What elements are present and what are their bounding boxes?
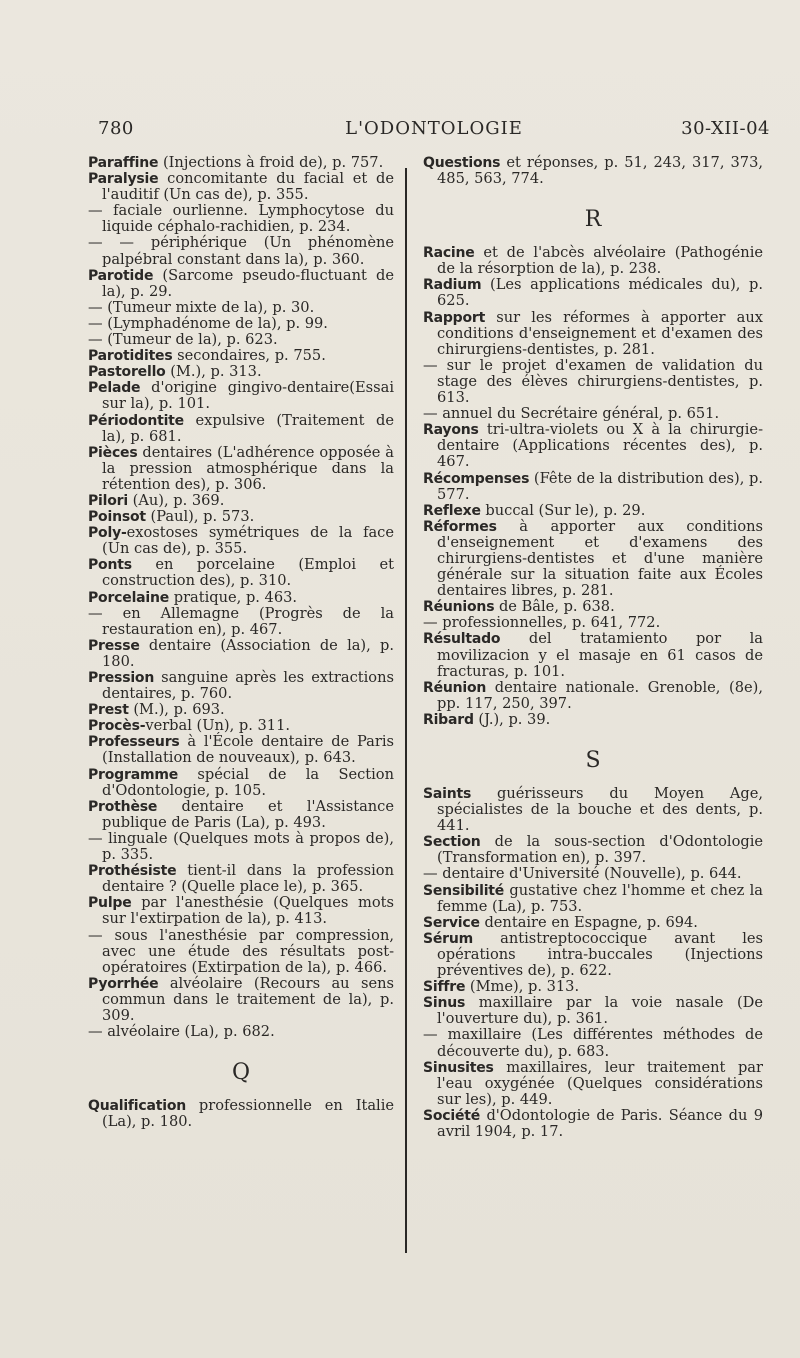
entry-headword: Société (423, 1107, 481, 1124)
index-entry (88, 670, 394, 702)
entry-text: de Bâle, p. 638. (494, 598, 615, 616)
entry-text: secondaires, p. 755. (172, 347, 326, 365)
section-letter: S (585, 748, 601, 773)
index-entry (88, 928, 394, 976)
index-entry (423, 599, 763, 615)
index-entry (423, 995, 763, 1027)
entry-text: — maxillaire (Les différentes méthodes de découverte du), p. 683. (423, 1026, 763, 1060)
entry-text: exostoses symétriques de la face (Un cas de), p. 355. (102, 524, 394, 558)
entry-headword: Pastorello (88, 364, 166, 381)
entry-text: et réponses, p. 51, 243, 317, 373, 485, 563, 774. (437, 154, 763, 188)
index-entry (88, 364, 394, 380)
entry-headword: Porcelaine (88, 589, 170, 606)
index-entry (423, 503, 763, 519)
index-entry (423, 866, 763, 882)
index-entry (423, 1060, 763, 1108)
column-divider (405, 168, 407, 1253)
entry-text: (Sarcome pseudo-fluctuant de la), p. 29. (102, 266, 394, 300)
index-column-left (88, 155, 394, 1130)
index-entry (423, 310, 763, 358)
entry-text: antistreptococcique avant les opérations intra-buccales (Injections préventives de), p. 622. (437, 929, 763, 980)
entry-headword: Professeurs (88, 734, 180, 751)
entry-text: à apporter aux conditions d'enseignement et d'examens des chirurgiens-dentistes et d'une manière générale sur la situation faite aux Écoles dentaires libres, p. 281. (437, 517, 763, 600)
entry-text: tri-ultra-violets ou X à la chirurgie-dentaire (Applications récentes des), p. 467. (437, 421, 763, 471)
index-entry (88, 718, 394, 734)
entry-headword: Prothésiste (88, 863, 177, 880)
entry-text: d'Odontologie de Paris. Séance du 9 avril 1904, p. 17. (437, 1106, 763, 1140)
index-entry (88, 413, 394, 445)
entry-text: gustative chez l'homme et chez la femme (La), p. 753. (437, 881, 763, 915)
entry-headword: Sinus (423, 995, 466, 1012)
index-entry (423, 422, 763, 470)
index-entry (88, 203, 394, 235)
entry-headword: Rapport (423, 309, 486, 326)
entry-text: — (Lymphadénome de la), p. 99. (88, 314, 328, 332)
index-entry (423, 406, 763, 422)
entry-text: à l'École dentaire de Paris (Installation de nouveaux), p. 643. (102, 733, 394, 767)
entry-headword: Prothèse (88, 798, 158, 815)
entry-headword: Pulpe (88, 895, 132, 912)
index-entry (88, 831, 394, 863)
entry-text: expulsive (Traitement de la), p. 681. (102, 411, 394, 445)
entry-headword: Pyorrhée (88, 975, 159, 992)
entry-headword: Périodontite (88, 412, 184, 429)
index-entry (423, 680, 763, 712)
index-entry (88, 300, 394, 316)
index-entry (423, 1027, 763, 1059)
entry-text: (Paul), p. 573. (145, 508, 255, 526)
entry-headword: Sensibilité (423, 882, 505, 899)
index-entry (88, 734, 394, 766)
entry-text: maxillaires, leur traitement par l'eau oxygénée (Quelques considérations sur les), p. 449. (437, 1058, 763, 1108)
running-header (98, 118, 770, 148)
entry-headword: Rayons (423, 422, 479, 439)
entry-text: — en Allemagne (Progrès de la restauration en), p. 467. (88, 604, 394, 638)
entry-text: guérisseurs du Moyen Age, spécialistes de la bouche et des dents, p. 441. (437, 785, 763, 835)
entry-headword: Pelade (88, 380, 141, 397)
entry-text: dentaire nationale. Grenoble, (8e), pp. 117, 250, 397. (437, 678, 763, 712)
entry-text: d'origine gingivo-dentaire(Essai sur la), p. 101. (102, 379, 394, 413)
entry-headword: Réformes (423, 518, 497, 535)
entry-headword: Radium (423, 277, 482, 294)
entry-headword: Section (423, 834, 481, 851)
entry-text: maxillaire par la voie nasale (De l'ouverture du), p. 361. (437, 994, 763, 1028)
entry-text: (Au), p. 369. (127, 491, 225, 509)
entry-headword: Sérum (423, 930, 474, 947)
index-entry (88, 895, 394, 927)
entry-headword: Sinusites (423, 1059, 494, 1076)
entry-text: (Mme), p. 313. (465, 978, 580, 996)
index-entry (423, 834, 763, 866)
entry-text: dentaire et l'Assistance publique de Paris (La), p. 493. (102, 797, 394, 831)
entry-text: — — périphérique (Un phénomène palpébral constant dans la), p. 360. (88, 234, 394, 268)
entry-text: professionnelle en Italie (La), p. 180. (102, 1097, 394, 1131)
index-entry (88, 557, 394, 589)
entry-headword: Reflexe (423, 502, 481, 519)
entry-text: par l'anesthésie (Quelques mots sur l'extirpation de la), p. 413. (102, 894, 394, 928)
entry-headword: Programme (88, 766, 179, 783)
entry-text: — annuel du Secrétaire général, p. 651. (423, 405, 720, 423)
index-entry (88, 976, 394, 1024)
section-letter: R (584, 207, 602, 233)
entry-headword: Poly- (88, 525, 127, 542)
entry-text: de la sous-section d'Odontologie (Transformation en), p. 397. (437, 833, 763, 867)
entry-text: alvéolaire (Recours au sens commun dans le traitement de la), p. 309. (102, 974, 394, 1024)
entry-text: pratique, p. 463. (169, 588, 298, 606)
index-entry (423, 245, 763, 277)
index-entry (423, 519, 763, 599)
entry-text: — linguale (Quelques mots à propos de), p. 335. (88, 829, 394, 864)
entry-headword: Parotidites (88, 348, 173, 365)
entry-headword: Poinsot (88, 509, 146, 526)
index-entry (88, 155, 394, 171)
entry-headword: Ribard (423, 711, 474, 728)
index-entry (423, 979, 763, 995)
entry-headword: Presse (88, 637, 140, 654)
entry-text: del tratamiento por la movilizacion y el masaje en 61 casos de fracturas, p. 101. (437, 630, 763, 680)
entry-text: verbal (Un), p. 311. (145, 717, 291, 735)
entry-text: et de l'abcès alvéolaire (Pathogénie de la résorption de la), p. 238. (437, 244, 763, 278)
index-entry (88, 638, 394, 670)
entry-headword: Récompenses (423, 470, 530, 487)
entry-text: sur les réformes à apporter aux conditions d'enseignement et d'examen des chirurgiens-dentistes, p. 281. (437, 308, 763, 358)
entry-text: — professionnelles, p. 641, 772. (423, 614, 661, 632)
index-entry (88, 171, 394, 203)
entry-text: — (Tumeur de la), p. 623. (88, 331, 278, 349)
entry-headword: Pilori (88, 492, 128, 509)
entry-headword: Siffre (423, 979, 466, 996)
index-entry (88, 606, 394, 638)
entry-headword: Qualification (88, 1098, 187, 1115)
entry-text: concomitante du facial et de l'auditif (Un cas de), p. 355. (102, 170, 394, 204)
entry-headword: Parotide (88, 267, 154, 284)
page-number: 780 (98, 118, 134, 139)
entry-headword: Prest (88, 702, 129, 719)
entry-headword: Procès- (88, 718, 146, 735)
entry-headword: Réunion (423, 679, 487, 696)
index-entry (88, 445, 394, 493)
index-entry (88, 1098, 394, 1130)
entry-text: sanguine après les extractions dentaires, p. 760. (102, 669, 394, 703)
entry-headword: Saints (423, 786, 472, 802)
entry-text: tient-il dans la profession dentaire ? (Quelle place le), p. 365. (102, 862, 394, 896)
index-entry (423, 277, 763, 309)
index-entry (88, 799, 394, 831)
entry-headword: Résultado (423, 631, 501, 648)
entry-headword: Paralysie (88, 171, 159, 188)
index-entry (423, 155, 763, 187)
index-entry (88, 863, 394, 895)
journal-title: L'ODONTOLOGIE (345, 118, 523, 139)
entry-text: — faciale ourlienne. Lymphocytose du liquide céphalo-rachidien, p. 234. (88, 202, 394, 236)
index-entry (88, 380, 394, 412)
index-entry (423, 471, 763, 503)
entry-headword: Racine (423, 245, 475, 262)
index-entry (88, 702, 394, 718)
index-entry (88, 332, 394, 348)
entry-text: (Les applications médicales du), p. 625. (437, 276, 763, 310)
entry-headword: Paraffine (88, 155, 159, 171)
entry-text: dentaire en Espagne, p. 694. (479, 913, 698, 931)
entry-text: spécial de la Section d'Odontologie, p. 105. (102, 765, 394, 799)
index-entry (88, 348, 394, 364)
entry-headword: Pièces (88, 444, 138, 461)
index-entry (423, 631, 763, 679)
entry-headword: Ponts (88, 557, 132, 574)
index-entry (88, 767, 394, 799)
entry-text: — dentaire d'Université (Nouvelle), p. 644. (423, 865, 742, 883)
index-entry (423, 915, 763, 931)
index-entry (88, 525, 394, 557)
entry-text: dentaires (L'adhérence opposée à la pression atmosphérique dans la rétention des), p. 306. (102, 443, 394, 493)
index-entry (423, 615, 763, 631)
index-entry (88, 316, 394, 332)
entry-text: — sous l'anesthésie par compression, avec une étude des résultats post-opératoires (Extirpation de la), p. 466. (88, 926, 394, 976)
entry-text: (M.), p. 693. (128, 701, 225, 719)
entry-text: (M.), p. 313. (165, 363, 262, 381)
entry-text: (Fête de la distribution des), p. 577. (437, 469, 763, 503)
index-entry (88, 1024, 394, 1040)
index-entry (423, 712, 763, 728)
index-entry (423, 883, 763, 915)
index-entry (88, 493, 394, 509)
index-entry (423, 786, 763, 834)
index-entry (88, 590, 394, 606)
entry-text: dentaire (Association de la), p. 180. (102, 636, 394, 670)
index-entry (88, 235, 394, 267)
index-entry (423, 358, 763, 406)
entry-text: (Injections à froid de), p. 757. (158, 154, 384, 171)
entry-headword: Questions (423, 155, 501, 171)
entry-text: (J.), p. 39. (473, 710, 551, 728)
entry-headword: Service (423, 914, 480, 931)
index-entry (423, 1108, 763, 1140)
index-entry (88, 268, 394, 300)
entry-headword: Réunions (423, 599, 495, 616)
entry-text: — alvéolaire (La), p. 682. (88, 1023, 275, 1041)
entry-text: buccal (Sur le), p. 29. (480, 501, 646, 519)
entry-text: en porcelaine (Emploi et construction des), p. 310. (102, 556, 394, 590)
index-entry (88, 509, 394, 525)
index-column-right (423, 155, 763, 1140)
entry-text: — (Tumeur mixte de la), p. 30. (88, 298, 315, 316)
issue-date: 30-XII-04 (681, 118, 770, 139)
index-entry (423, 931, 763, 979)
entry-headword: Pression (88, 670, 155, 686)
entry-text: — sur le projet d'examen de validation du stage des élèves chirurgiens-dentistes, p. 613. (423, 356, 763, 407)
section-letter: Q (231, 1060, 251, 1086)
